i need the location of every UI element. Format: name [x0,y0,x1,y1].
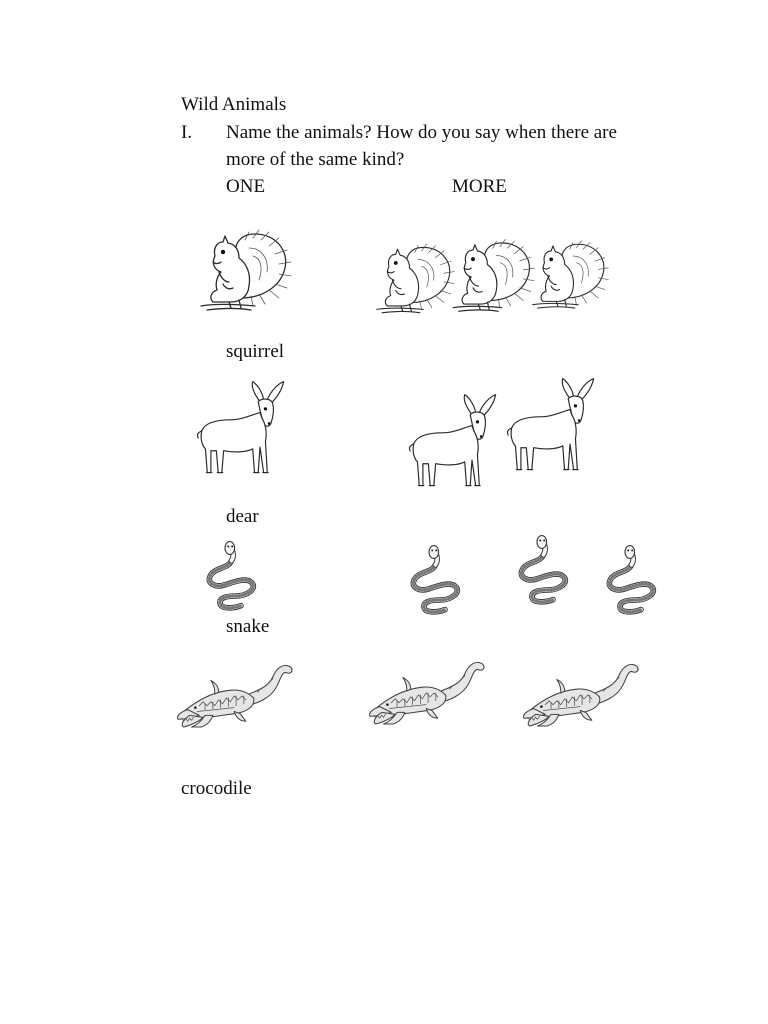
crocodile-group-icon [368,652,650,736]
worksheet-title: Wild Animals [181,94,287,115]
snake-icon [200,540,266,612]
snake-one-image [200,540,266,612]
question-line-1: Name the animals? How do you say when there are [226,122,617,143]
question-line-2: more of the same kind? [226,149,405,170]
crocodile-one-image [176,655,302,737]
deer-group-icon [406,375,596,493]
crocodile-more-image [368,652,650,736]
crocodile-icon [176,655,302,737]
animal-label-crocodile: crocodile [181,778,252,799]
squirrel-group-icon [370,232,610,328]
snake-more-image [404,534,674,616]
animal-label-squirrel: squirrel [226,341,285,362]
squirrel-icon [192,228,294,318]
question-number: I. [181,122,193,143]
deer-icon [194,378,286,478]
deer-more-image [406,375,596,493]
squirrel-more-image [370,232,610,328]
column-header-more: MORE [452,176,507,197]
animal-label-snake: snake [226,616,270,637]
squirrel-one-image [192,228,294,318]
column-header-one: ONE [226,176,266,197]
deer-one-image [194,378,286,478]
snake-group-icon [404,534,674,616]
animal-label-dear: dear [226,506,259,527]
